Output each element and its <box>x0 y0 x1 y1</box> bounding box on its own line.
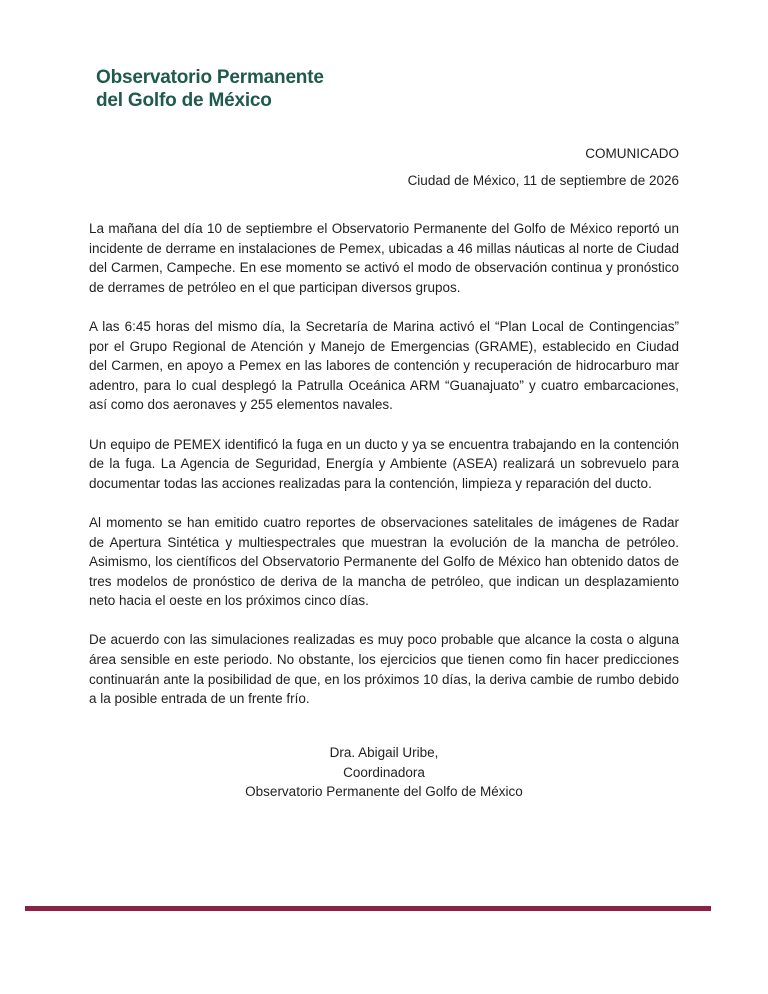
signatory-role: Coordinadora <box>343 764 425 780</box>
paragraph-simulations: De acuerdo con las simulaciones realizadas es muy poco probable que alcance la costa o alguna área sensible en este periodo. No obstante, los ejercicios que tienen como fin hacer predicciones continuarán ante la posibilidad de que, en los próximos 10 días, la deriva cambie de rumbo debido a la posible entrada de un frente frío. <box>89 632 679 707</box>
signature-block <box>89 743 679 802</box>
organization-name-line-1: Observatorio Permanente <box>96 67 324 88</box>
paragraph-navy-response: A las 6:45 horas del mismo día, la Secretaría de Marina activó el “Plan Local de Contingencias” por el Grupo Regional de Atención y Manejo de Emergencias (GRAME), establecido en Ciudad del Carmen, en apoyo a Pemex en las labores de contención y recuperación de hidrocarburo mar adentro, para lo cual desplegó la Patrulla Oceánica ARM “Guanajuato” y cuatro embarcaciones, así como dos aeronaves y 255 elementos navales. <box>89 318 679 413</box>
organization-name-line-2: del Golfo de México <box>96 90 272 111</box>
signatory-name: Dra. Abigail Uribe, <box>329 745 439 760</box>
footer-divider <box>25 906 711 911</box>
place-and-date: Ciudad de México, 11 de septiembre de 2026 <box>407 173 679 188</box>
organization-header <box>96 66 324 112</box>
document-type: COMUNICADO <box>585 146 679 161</box>
document-body <box>89 219 679 728</box>
paragraph-pemex-leak: Un equipo de PEMEX identificó la fuga en un ducto y ya se encuentra trabajando en la contención de la fuga. La Agencia de Seguridad, Energía y Ambiente (ASEA) realizará un sobrevuelo para documentar todas las acciones realizadas para la contención, limpieza y reparación del ducto. <box>89 436 679 491</box>
paragraph-incident-report: La mañana del día 10 de septiembre el Observatorio Permanente del Golfo de México reportó un incidente de derrame en instalaciones de Pemex, ubicadas a 46 millas náuticas al norte de Ciudad del Carmen, Campeche. En ese momento se activó el modo de observación continua y pronóstico de derrames de petróleo en el que participan diversos grupos. <box>89 221 679 295</box>
signatory-organization: Observatorio Permanente del Golfo de México <box>245 784 523 800</box>
paragraph-satellite-observations: Al momento se han emitido cuatro reportes de observaciones satelitales de imágenes de Radar de Apertura Sintética y multiespectrales que muestran la evolución de la mancha de petróleo. Asimismo, los científicos del Observatorio Permanente del Golfo de México han obtenido datos de tres modelos de pronóstico de deriva de la mancha de petróleo, que indican un desplazamiento neto hacia el oeste en los próximos cinco días. <box>89 514 679 609</box>
